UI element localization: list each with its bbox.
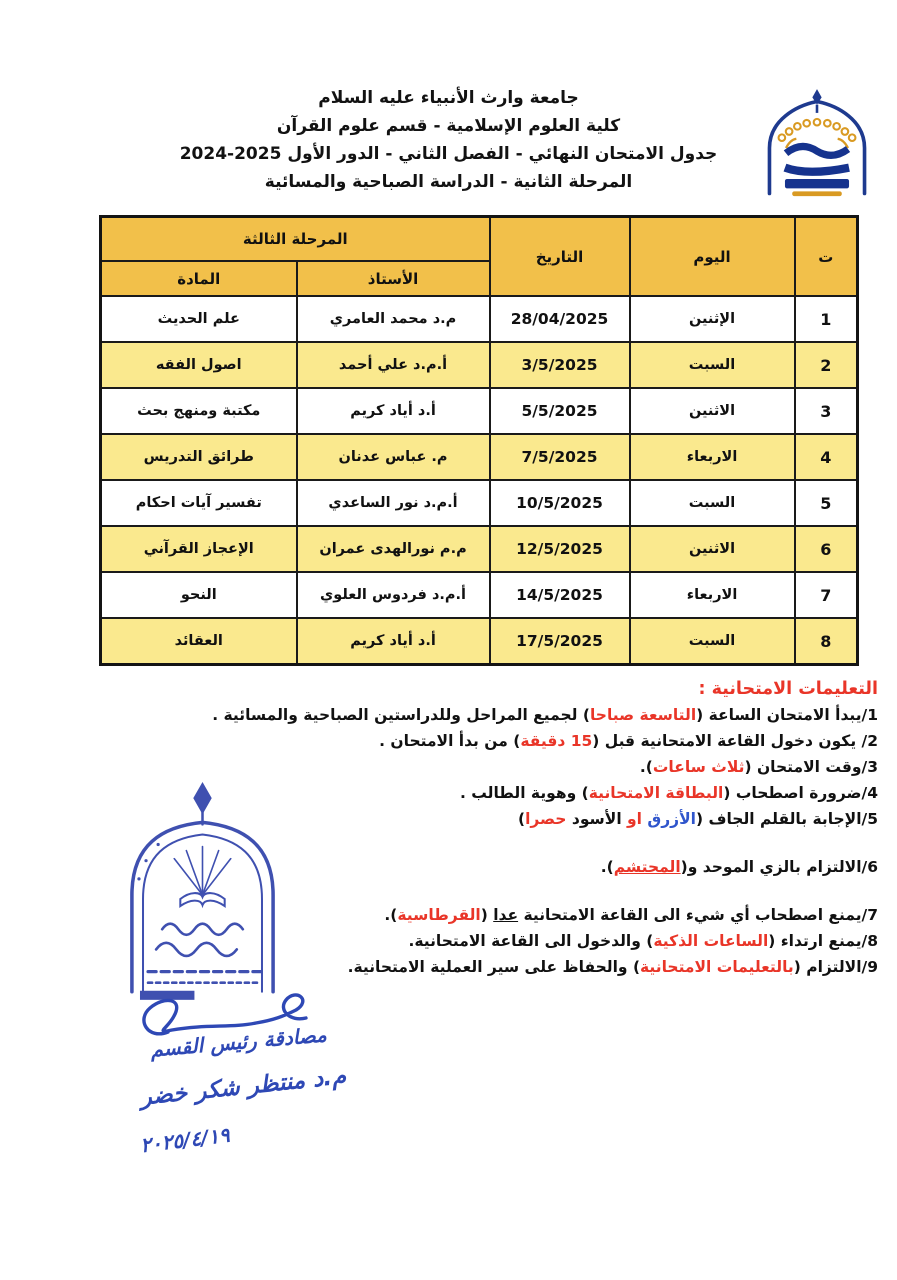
instruction-segment: 4/ضرورة اصطحاب ( — [723, 784, 878, 802]
cell-professor: م.د محمد العامري — [297, 296, 490, 342]
university-name: جامعة وارث الأنبياء عليه السلام — [318, 88, 579, 108]
cell-index: 2 — [795, 342, 858, 388]
instruction-segment: القرطاسية — [397, 906, 481, 924]
instruction-segment: الأزرق — [647, 810, 696, 828]
cell-index: 1 — [795, 296, 858, 342]
stage-title-cell: المرحلة الثالثة — [101, 217, 490, 262]
instruction-segment: ). — [600, 858, 614, 876]
instruction-segment: 8/يمنع ارتداء ( — [768, 932, 878, 950]
cell-day: السبت — [630, 480, 795, 526]
cell-index: 8 — [795, 618, 858, 665]
cell-day: الاربعاء — [630, 572, 795, 618]
cell-index: 4 — [795, 434, 858, 480]
instruction-segment: الساعات الذكية — [653, 932, 769, 950]
cell-subject: علم الحديث — [101, 296, 297, 342]
cell-subject: تفسير آيات احكام — [101, 480, 297, 526]
instruction-segment: ( — [480, 906, 494, 924]
instruction-segment: ) والدخول الى القاعة الامتحانية. — [408, 932, 654, 950]
cell-professor: أ.د أياد كريم — [297, 618, 490, 665]
logo-band-icon — [785, 179, 849, 188]
college-department-line: كلية العلوم الإسلامية - قسم علوم القرآن — [276, 116, 621, 136]
instruction-segment: 5/الإجابة بالقلم الجاف ( — [695, 810, 878, 828]
cell-date: 28/04/2025 — [490, 296, 630, 342]
instruction-item — [248, 754, 878, 780]
schedule-title-line: جدول الامتحان النهائي - الفصل الثاني - الدور الأول 2025-2024 — [179, 144, 718, 164]
instruction-segment: المحتشم — [613, 858, 681, 876]
instructions-list — [212, 702, 878, 980]
cell-professor: م.م نورالهدى عمران — [297, 526, 490, 572]
instruction-item — [212, 702, 878, 728]
instruction-segment: ) من بدأ الامتحان . — [379, 732, 521, 750]
approval-title-handwriting: مصادقة رئيس القسم — [149, 1022, 328, 1062]
cell-subject: الإعجاز القرآني — [101, 526, 297, 572]
table-row — [101, 618, 858, 665]
table-row — [101, 342, 858, 388]
logo-calligraphy-icon — [785, 146, 849, 171]
cell-day: السبت — [630, 342, 795, 388]
cell-professor: م. عباس عدنان — [297, 434, 490, 480]
logo-dots-arc-icon — [779, 119, 856, 141]
instruction-item — [248, 928, 878, 954]
instruction-segment: عدا — [493, 906, 519, 924]
table-row — [101, 480, 858, 526]
table-row — [101, 526, 858, 572]
instruction-segment: ثلاث ساعات — [652, 758, 745, 776]
instruction-item — [248, 854, 878, 880]
cell-day: السبت — [630, 618, 795, 665]
instruction-segment: بالتعليمات الامتحانية — [640, 958, 794, 976]
university-logo-icon — [755, 88, 879, 206]
cell-date: 12/5/2025 — [490, 526, 630, 572]
instruction-segment: البطاقة الامتحانية — [588, 784, 724, 802]
table-row — [101, 388, 858, 434]
column-header-subject: المادة — [101, 261, 297, 296]
cell-date: 17/5/2025 — [490, 618, 630, 665]
instruction-segment: ) والحفاظ على سير العملية الامتحانية. — [347, 958, 641, 976]
instruction-item — [248, 806, 878, 832]
cell-professor: أ.د أياد كريم — [297, 388, 490, 434]
table-header-row-1 — [101, 217, 858, 262]
table-row — [101, 296, 858, 342]
exam-table-head — [101, 217, 858, 297]
cell-subject: طرائق التدريس — [101, 434, 297, 480]
cell-professor: أ.م.د علي أحمد — [297, 342, 490, 388]
cell-day: الاثنين — [630, 526, 795, 572]
instructions-title: التعليمات الامتحانية : — [698, 679, 878, 699]
column-header-date: التاريخ — [490, 217, 630, 297]
instruction-segment: 15 دقيقة — [520, 732, 593, 750]
cell-subject: النحو — [101, 572, 297, 618]
cell-professor: أ.م.د فردوس العلوي — [297, 572, 490, 618]
instruction-segment: 6/الالتزام بالزي الموحد و( — [680, 858, 878, 876]
approval-date-handwriting: ٢٠٢٥/٤/١٩ — [138, 1122, 231, 1158]
column-header-day: اليوم — [630, 217, 795, 297]
university-logo — [755, 88, 879, 206]
approver-name-handwriting: م.د منتظر شكر خضر — [139, 1063, 348, 1111]
cell-day: الاثنين — [630, 388, 795, 434]
cell-index: 3 — [795, 388, 858, 434]
instruction-segment: 9/الالتزام ( — [793, 958, 878, 976]
cell-subject: العقائد — [101, 618, 297, 665]
table-row — [101, 434, 858, 480]
instruction-segment: 7/يمنع اصطحاب أي شيء الى القاعة الامتحانية — [518, 906, 878, 924]
instruction-segment: ). — [384, 906, 398, 924]
instruction-segment: ) لجميع المراحل وللدراستين الصباحية والمسائية . — [212, 706, 590, 724]
cell-day: الاربعاء — [630, 434, 795, 480]
instruction-segment: او — [621, 810, 648, 828]
cell-date: 14/5/2025 — [490, 572, 630, 618]
exam-table-body — [101, 296, 858, 665]
cell-index: 7 — [795, 572, 858, 618]
logo-subband-icon — [792, 191, 842, 196]
instruction-item — [248, 954, 878, 980]
cell-subject: اصول الفقه — [101, 342, 297, 388]
instruction-segment: ) وهوية الطالب . — [459, 784, 589, 802]
table-row — [101, 572, 858, 618]
stage-study-line: المرحلة الثانية - الدراسة الصباحية والمسائية — [264, 172, 633, 192]
instruction-segment: 1/يبدأ الامتحان الساعة ( — [696, 706, 878, 724]
column-header-professor: الأستاذ — [297, 261, 490, 296]
instruction-segment: ). — [639, 758, 653, 776]
cell-date: 3/5/2025 — [490, 342, 630, 388]
instruction-segment: التاسعة صباحا — [589, 706, 697, 724]
instruction-item — [248, 902, 878, 928]
instruction-segment: حصرا — [525, 810, 567, 828]
cell-date: 5/5/2025 — [490, 388, 630, 434]
instruction-segment: ) — [517, 810, 526, 828]
instructions-section — [212, 676, 878, 980]
instruction-segment: 3/وقت الامتحان ( — [744, 758, 878, 776]
cell-day: الإثنين — [630, 296, 795, 342]
instruction-segment: 2/ يكون دخول القاعة الامتحانية قبل ( — [592, 732, 878, 750]
cell-subject: مكتبة ومنهج بحث — [101, 388, 297, 434]
exam-schedule-table — [99, 215, 859, 666]
cell-index: 5 — [795, 480, 858, 526]
cell-professor: أ.م.د نور الساعدي — [297, 480, 490, 526]
cell-date: 10/5/2025 — [490, 480, 630, 526]
cell-index: 6 — [795, 526, 858, 572]
instruction-item — [248, 780, 878, 806]
column-header-index: ت — [795, 217, 858, 297]
cell-date: 7/5/2025 — [490, 434, 630, 480]
instruction-item — [248, 728, 878, 754]
instruction-segment: الأسود — [566, 810, 622, 828]
